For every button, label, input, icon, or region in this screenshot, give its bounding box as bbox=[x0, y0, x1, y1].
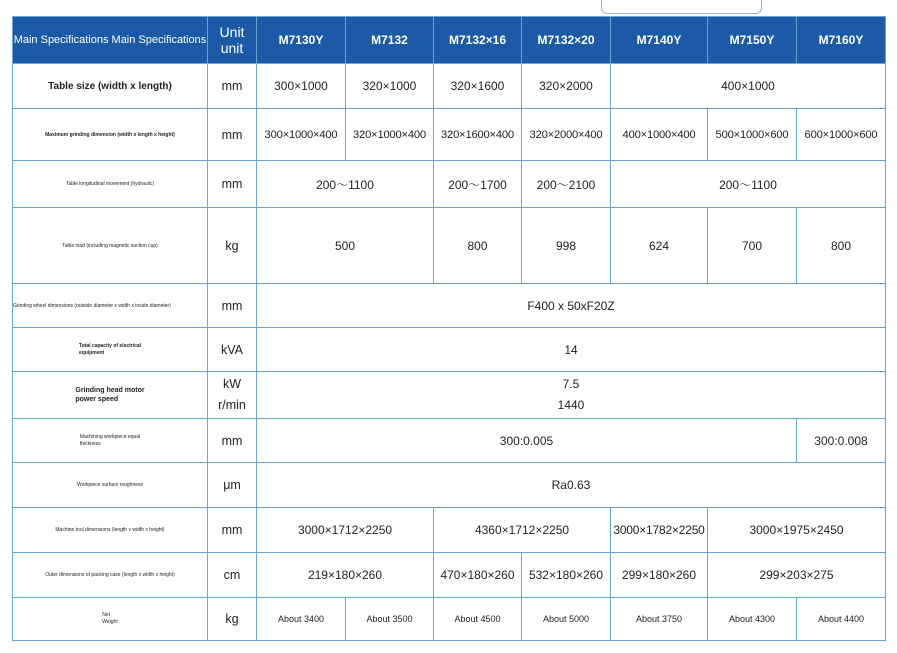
row-label-motor-line2: power speed bbox=[75, 396, 119, 403]
model-header-2: M7132 bbox=[346, 17, 434, 64]
value-cell: 200～1100 bbox=[611, 161, 886, 208]
header-title: Main Specifications Main Specifications bbox=[13, 17, 208, 64]
floating-tab-edge bbox=[601, 0, 762, 14]
table-row bbox=[13, 508, 886, 553]
value-cell: 200～1700 bbox=[434, 161, 522, 208]
value-cell: 320×1000 bbox=[346, 64, 434, 109]
value-cell: 320×1600 bbox=[434, 64, 522, 109]
row-label-table-size: Table size (width x length) bbox=[13, 64, 208, 109]
value-cell bbox=[257, 372, 886, 419]
row-label-electrical bbox=[13, 328, 208, 372]
value-cell: 320×2000×400 bbox=[522, 109, 611, 161]
value-cell: 800 bbox=[434, 208, 522, 284]
value-cell: 299×180×260 bbox=[611, 553, 708, 598]
row-label-table-load: Table load (including magnetic suction cup) bbox=[13, 208, 208, 284]
row-label-longitudinal: Table longitudinal movement (hydraulic) bbox=[13, 161, 208, 208]
value-cell: About 4300 bbox=[708, 598, 797, 641]
motor-speed-value: 1440 bbox=[557, 398, 585, 412]
value-cell: 4360×1712×2250 bbox=[434, 508, 611, 553]
row-label-thickness-line1: Machining workpiece equal bbox=[79, 433, 141, 440]
value-cell: 500×1000×600 bbox=[708, 109, 797, 161]
unit-cell: mm bbox=[208, 161, 257, 208]
header-row bbox=[13, 17, 886, 64]
model-header-4: M7132×20 bbox=[522, 17, 611, 64]
unit-cell: mm bbox=[208, 109, 257, 161]
value-cell: 300×1000×400 bbox=[257, 109, 346, 161]
value-cell: 3000×1782×2250 bbox=[611, 508, 708, 553]
value-cell: 800 bbox=[797, 208, 886, 284]
unit-cell: kVA bbox=[208, 328, 257, 372]
value-cell: 600×1000×600 bbox=[797, 109, 886, 161]
header-unit-line1: Unit bbox=[219, 24, 245, 40]
value-cell: 3000×1975×2450 bbox=[708, 508, 886, 553]
model-header-5: M7140Y bbox=[611, 17, 708, 64]
value-cell: About 4500 bbox=[434, 598, 522, 641]
value-cell: 200～1100 bbox=[257, 161, 434, 208]
value-cell: 200～2100 bbox=[522, 161, 611, 208]
table-row bbox=[13, 109, 886, 161]
value-cell: 400×1000 bbox=[611, 64, 886, 109]
table-row bbox=[13, 598, 886, 641]
header-unit-line2: unit bbox=[220, 40, 244, 56]
value-cell: About 5000 bbox=[522, 598, 611, 641]
value-cell: 3000×1712×2250 bbox=[257, 508, 434, 553]
value-cell: 300×1000 bbox=[257, 64, 346, 109]
model-header-6: M7150Y bbox=[708, 17, 797, 64]
value-cell: 300:0.005 bbox=[257, 419, 797, 463]
row-label-motor bbox=[13, 372, 208, 419]
row-label-electrical-line2: equipment bbox=[78, 349, 105, 356]
unit-cell: kg bbox=[208, 598, 257, 641]
unit-kw: kW bbox=[222, 377, 242, 391]
unit-cell: cm bbox=[208, 553, 257, 598]
value-cell: 320×1600×400 bbox=[434, 109, 522, 161]
value-cell: 299×203×275 bbox=[708, 553, 886, 598]
unit-cell: mm bbox=[208, 64, 257, 109]
header-unit bbox=[208, 17, 257, 64]
motor-power-value: 7.5 bbox=[562, 377, 580, 391]
value-cell: About 4400 bbox=[797, 598, 886, 641]
value-cell: 219×180×260 bbox=[257, 553, 434, 598]
model-header-1: M7130Y bbox=[257, 17, 346, 64]
row-label-thickness bbox=[13, 419, 208, 463]
value-cell: 400×1000×400 bbox=[611, 109, 708, 161]
row-label-roughness: Workpiece surface roughness bbox=[13, 463, 208, 508]
value-cell: About 3400 bbox=[257, 598, 346, 641]
row-label-wheel: Grinding wheel dimensions (outside diameter x width x inside diameter) bbox=[13, 284, 208, 328]
table-row bbox=[13, 553, 886, 598]
row-label-electrical-line1: Total capacity of electrical bbox=[78, 342, 142, 349]
table-row bbox=[13, 161, 886, 208]
row-label-max-grinding: Maximum grinding dimension (width x length x height) bbox=[13, 109, 208, 161]
row-label-thickness-line2: thickness bbox=[79, 440, 101, 447]
row-label-weight-line2: Weight bbox=[102, 619, 118, 625]
value-cell: About 3500 bbox=[346, 598, 434, 641]
unit-cell: mm bbox=[208, 284, 257, 328]
row-label-weight-line1: Net bbox=[102, 612, 111, 619]
row-label-motor-line1: Grinding head motor bbox=[75, 386, 145, 394]
table-row bbox=[13, 208, 886, 284]
value-cell: 700 bbox=[708, 208, 797, 284]
unit-cell: mm bbox=[208, 419, 257, 463]
table-row bbox=[13, 463, 886, 508]
value-cell: 998 bbox=[522, 208, 611, 284]
table-row bbox=[13, 419, 886, 463]
row-label-packing: Outer dimensions of packing case (length x width x height) bbox=[13, 553, 208, 598]
value-cell: 624 bbox=[611, 208, 708, 284]
value-cell: 500 bbox=[257, 208, 434, 284]
value-cell: About 3750 bbox=[611, 598, 708, 641]
unit-rpm: r/min bbox=[218, 398, 246, 412]
table-row bbox=[13, 284, 886, 328]
value-cell: 320×1000×400 bbox=[346, 109, 434, 161]
value-cell: Ra0.63 bbox=[257, 463, 886, 508]
row-label-machine-dims: Machine tool dimensions (length x width x height) bbox=[13, 508, 208, 553]
table-row bbox=[13, 328, 886, 372]
value-cell: 300:0.008 bbox=[797, 419, 886, 463]
table-row bbox=[13, 64, 886, 109]
model-header-3: M7132×16 bbox=[434, 17, 522, 64]
value-cell: 14 bbox=[257, 328, 886, 372]
value-cell: F400 x 50xF20Z bbox=[257, 284, 886, 328]
value-cell: 470×180×260 bbox=[434, 553, 522, 598]
specifications-table bbox=[12, 16, 886, 641]
row-label-weight bbox=[13, 598, 208, 641]
value-cell: 320×2000 bbox=[522, 64, 611, 109]
unit-cell: μm bbox=[208, 463, 257, 508]
unit-cell: kg bbox=[208, 208, 257, 284]
table-row bbox=[13, 372, 886, 419]
model-header-7: M7160Y bbox=[797, 17, 886, 64]
unit-cell: mm bbox=[208, 508, 257, 553]
value-cell: 532×180×260 bbox=[522, 553, 611, 598]
unit-cell bbox=[208, 372, 257, 419]
